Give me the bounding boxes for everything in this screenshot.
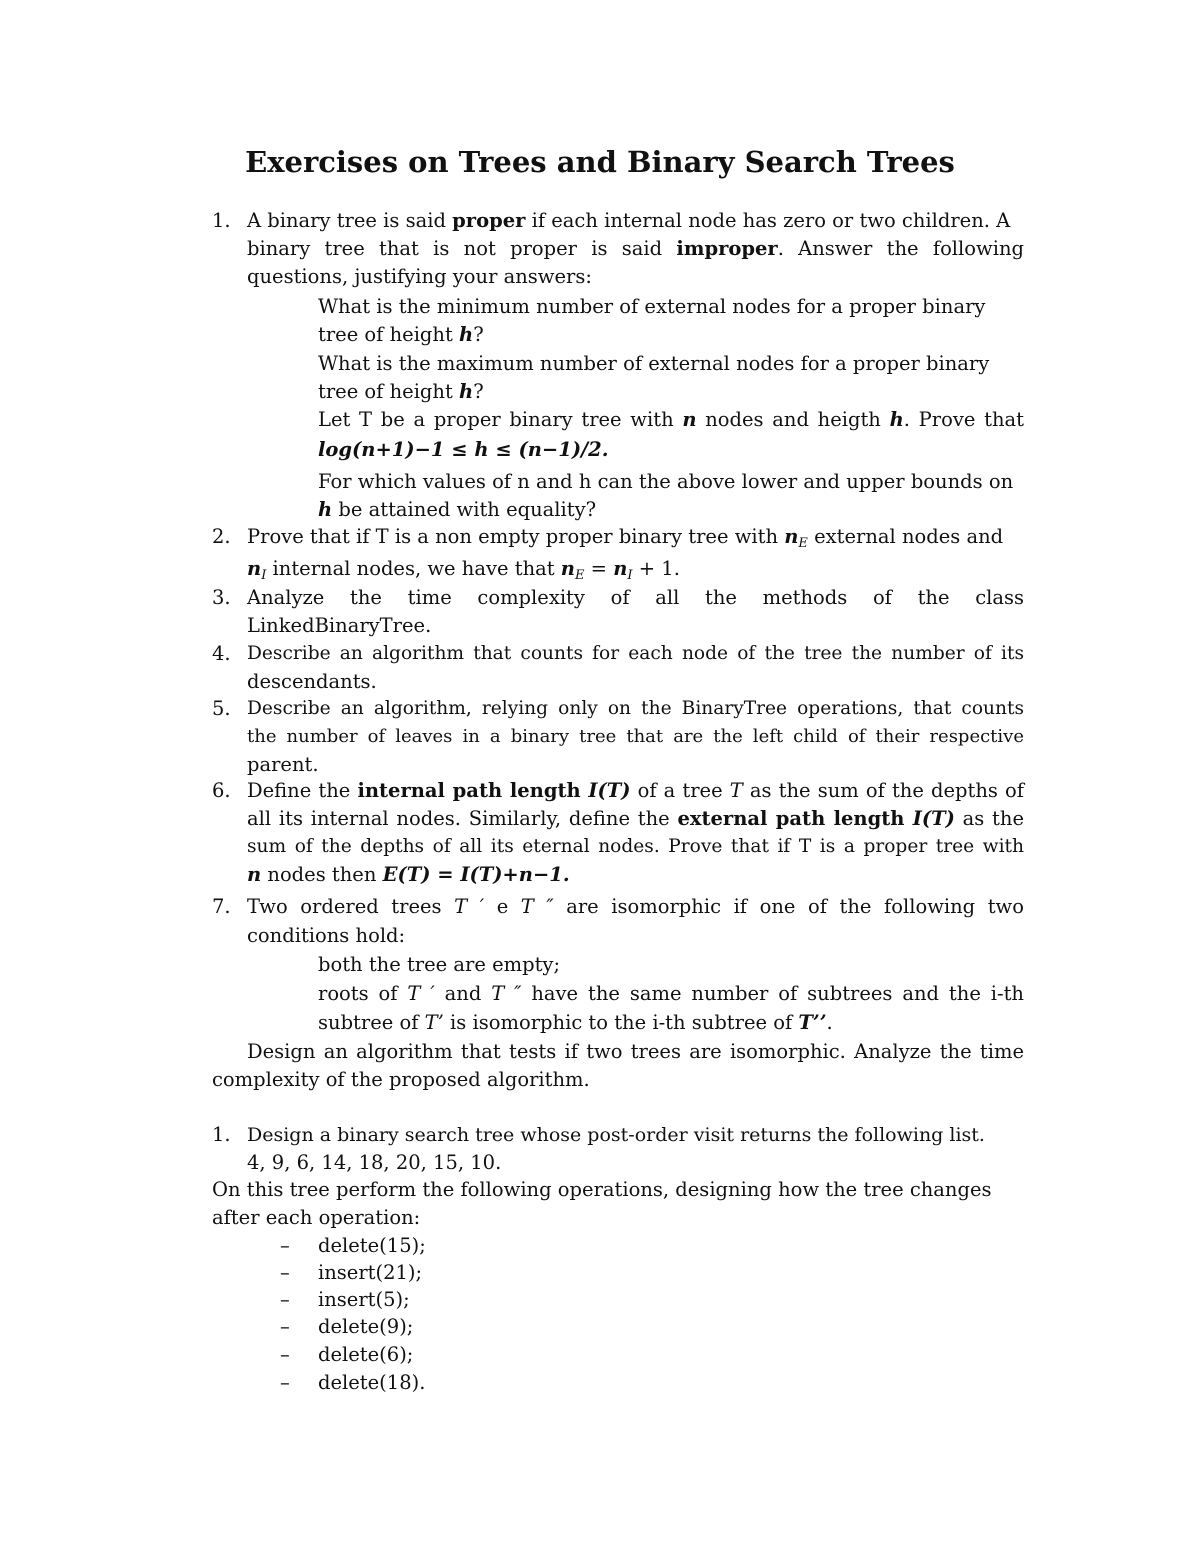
text-line: Describe an algorithm that counts for each node of the tree the number of its — [247, 643, 1024, 664]
text-line: A binary tree is said proper if each internal node has zero or two children. A — [247, 209, 1011, 232]
text-line: Analyze the time complexity of all the methods of the class — [247, 586, 1024, 609]
list-number: 5. — [212, 697, 231, 720]
sub-question-1: What is the minimum number of external nodes for a proper binary — [318, 295, 986, 318]
text-line: parent. — [247, 753, 319, 776]
sub-question-4: For which values of n and h can the above lower and upper bounds on — [318, 470, 1014, 493]
text-line: all its internal nodes. Similarly, define the external path length I(T) as the — [247, 807, 1024, 830]
text-line: tree of height h? — [318, 323, 484, 346]
list-number: 1. — [212, 1123, 231, 1146]
text-line: Describe an algorithm, relying only on the BinaryTree operations, that counts — [247, 698, 1024, 719]
condition-2: roots of T ′ and T ″ have the same number of subtrees and the i-th — [318, 982, 1024, 1005]
text-line: $n_I$ internal nodes, we have that $n_E = n_I + 1$. — [247, 557, 680, 583]
page-title: Exercises on Trees and Binary Search Trees — [245, 145, 955, 179]
text-line: Prove that if T is a non empty proper binary tree with $n_E$ external nodes and — [247, 525, 1004, 551]
text-line: On this tree perform the following operations, designing how the tree changes — [212, 1178, 992, 1201]
formula: log(n+1)−1 ≤ h ≤ (n−1)/2. — [318, 438, 609, 461]
text-line: questions, justifying your answers: — [247, 265, 592, 288]
dash-bullet: – — [280, 1371, 290, 1394]
operation-item: delete(15); — [318, 1234, 426, 1257]
operation-item: insert(5); — [318, 1288, 410, 1311]
operation-item: delete(18). — [318, 1371, 426, 1394]
text-line: binary tree that is not proper is said improper. Answer the following — [247, 237, 1024, 260]
condition-1: both the tree are empty; — [318, 953, 561, 976]
list-number: 3. — [212, 586, 231, 609]
sub-question-2: What is the maximum number of external nodes for a proper binary — [318, 352, 990, 375]
text-line: complexity of the proposed algorithm. — [212, 1068, 590, 1091]
list-number: 4. — [212, 642, 231, 665]
text-line: conditions hold: — [247, 924, 406, 947]
text-line: tree of height h? — [318, 380, 484, 403]
dash-bullet: – — [280, 1315, 290, 1338]
text-line: Design a binary search tree whose post-order visit returns the following list. — [247, 1124, 985, 1146]
text-line: sum of the depths of all its eternal nodes. Prove that if T is a proper tree with — [247, 836, 1024, 857]
dash-bullet: – — [280, 1288, 290, 1311]
operation-item: insert(21); — [318, 1261, 423, 1284]
text-line: Define the internal path length I(T) of a tree T as the sum of the depths of — [247, 779, 1024, 802]
text-line: LinkedBinaryTree. — [247, 614, 432, 637]
text-line: Design an algorithm that tests if two trees are isomorphic. Analyze the time — [247, 1040, 1024, 1063]
sub-question-3: Let T be a proper binary tree with n nodes and heigth h. Prove that — [318, 408, 1024, 431]
operation-item: delete(6); — [318, 1343, 414, 1366]
text-line: n nodes then E(T) = I(T)+n−1. — [247, 863, 570, 886]
list-number: 2. — [212, 525, 231, 548]
text-line: h be attained with equality? — [318, 498, 597, 521]
dash-bullet: – — [280, 1261, 290, 1284]
text-line: descendants. — [247, 670, 377, 693]
dash-bullet: – — [280, 1343, 290, 1366]
text-line: the number of leaves in a binary tree that are the left child of their respective — [247, 726, 1024, 747]
list-number: 7. — [212, 895, 231, 918]
list-number: 6. — [212, 779, 231, 802]
text-line: Two ordered trees T ′ e T ″ are isomorphic if one of the following two — [247, 895, 1024, 918]
text-line: subtree of T’ is isomorphic to the i-th subtree of T’’. — [318, 1011, 833, 1034]
operation-item: delete(9); — [318, 1315, 414, 1338]
text-line: after each operation: — [212, 1206, 421, 1229]
dash-bullet: – — [280, 1234, 290, 1257]
post-order-list: 4, 9, 6, 14, 18, 20, 15, 10. — [247, 1151, 502, 1174]
list-number: 1. — [212, 209, 231, 232]
